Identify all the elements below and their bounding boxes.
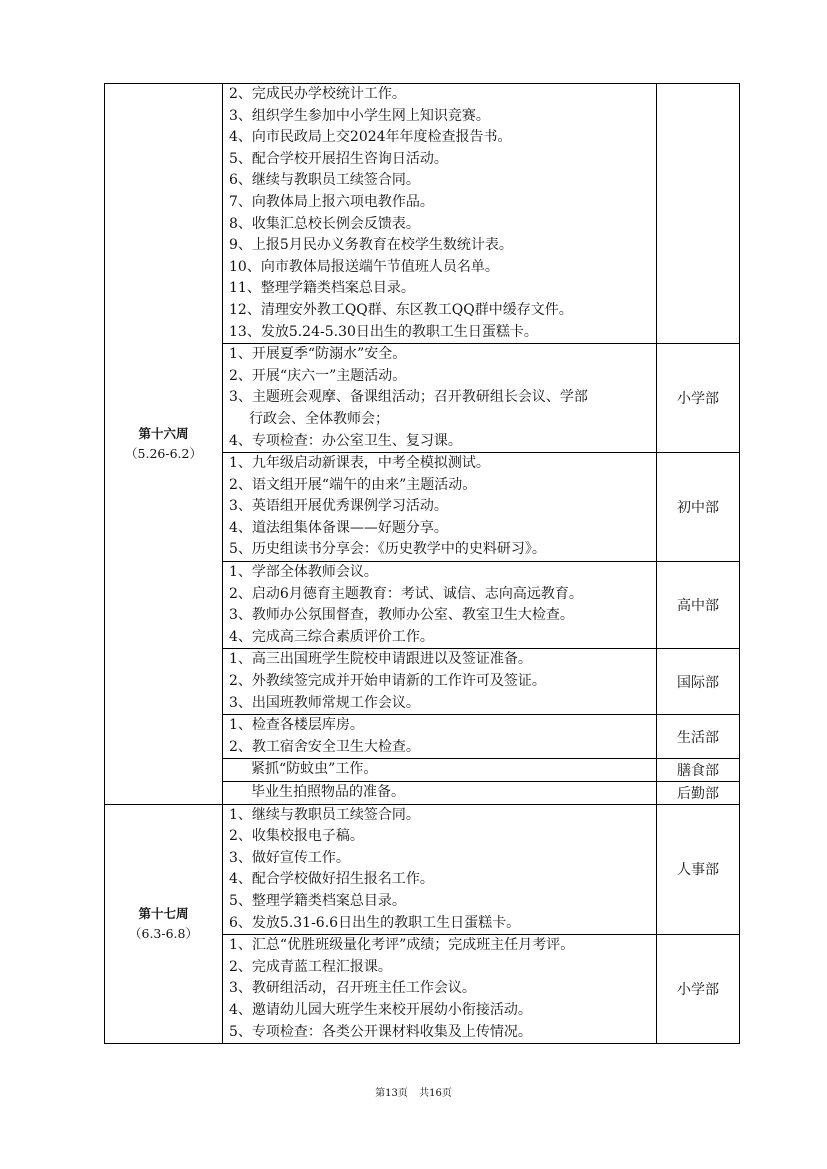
list-item: 5、配合学校开展招生咨询日活动。 [229, 150, 448, 167]
list-item: 2、启动6月德育主题教育：考试、诚信、志向高远教育。 [229, 585, 583, 602]
week-range: （6.3-6.8） [129, 925, 198, 941]
week-cell-16 [105, 84, 223, 805]
list-item: 4、完成高三综合素质评价工作。 [229, 628, 434, 645]
list-item: 10、向市教体局报送端午节值班人员名单。 [229, 258, 499, 275]
list-item: 2、外教续签完成并开始申请新的工作许可及签证。 [229, 673, 546, 690]
list-item: 4、专项检查：办公室卫生、复习课。 [229, 432, 462, 449]
list-item: 紧抓“防蚊虫”工作。 [251, 761, 378, 778]
list-item: 3、做好宣传工作。 [229, 849, 350, 866]
list-item: 2、语文组开展“端午的由来”主题活动。 [229, 476, 477, 493]
list-item: 11、整理学籍类档案总目录。 [229, 280, 415, 297]
list-item: 6、发放5.31-6.6日出生的教职工生日蛋糕卡。 [229, 914, 521, 931]
list-item: 1、继续与教职员工续签合同。 [229, 806, 420, 823]
items-cell [223, 715, 657, 759]
week-name: 第十六周 [138, 425, 189, 441]
list-item: 7、向教体局上报六项电教作品。 [229, 193, 434, 210]
dept-cell: 小学部 [657, 935, 740, 1044]
dept-cell: 膳食部 [657, 759, 740, 782]
dept-cell: 国际部 [657, 649, 740, 715]
dept-cell: 初中部 [657, 453, 740, 562]
list-item: 1、学部全体教师会议。 [229, 564, 378, 581]
list-item: 4、配合学校做好招生报名工作。 [229, 871, 434, 888]
items-cell [223, 804, 657, 935]
dept-cell: 小学部 [657, 344, 740, 453]
items-cell [223, 562, 657, 649]
schedule-table [104, 83, 740, 1044]
week-range: （5.26-6.2） [125, 445, 202, 461]
dept-cell: 人事部 [657, 804, 740, 935]
list-item: 2、开展“庆六一”主题活动。 [229, 367, 407, 384]
list-item: 9、上报5月民办义务教育在校学生数统计表。 [229, 237, 513, 254]
list-item: 13、发放5.24-5.30日出生的教职工生日蛋糕卡。 [229, 323, 538, 340]
list-item: 3、组织学生参加中小学生网上知识竞赛。 [229, 107, 490, 124]
list-item: 12、清理安外教工QQ群、东区教工QQ群中缓存文件。 [229, 301, 573, 318]
page-footer [0, 1084, 827, 1099]
list-item: 3、教研组活动，召开班主任工作会议。 [229, 980, 476, 997]
dept-cell: 生活部 [657, 715, 740, 759]
table-row [105, 84, 740, 344]
list-item: 4、向市民政局上交2024年年度检查报告书。 [229, 129, 512, 146]
list-item: 4、邀请幼儿园大班学生来校开展幼小衔接活动。 [229, 1001, 532, 1018]
list-item: 毕业生拍照物品的准备。 [251, 784, 405, 800]
list-item: 2、完成青蓝工程汇报课。 [229, 958, 392, 975]
list-item: 1、检查各楼层库房。 [229, 717, 364, 734]
items-cell [223, 759, 657, 782]
list-item: 6、继续与教职员工续签合同。 [229, 172, 420, 189]
dept-cell: 后勤部 [657, 782, 740, 805]
list-item: 5、历史组读书分享会：《历史教学中的史料研习》。 [229, 541, 546, 558]
list-item: 3、出国班教师常规工作会议。 [229, 694, 420, 711]
items-cell [223, 344, 657, 453]
dept-cell: 高中部 [657, 562, 740, 649]
list-item: 1、汇总“优胜班级量化考评”成绩；完成班主任月考评。 [229, 937, 575, 954]
list-item: 3、英语组开展优秀课例学习活动。 [229, 498, 448, 515]
list-item: 3、主题班会观摩、备课组活动；召开教研组长会议、学部 [229, 389, 588, 406]
list-item: 1、高三出国班学生院校申请跟进以及签证准备。 [229, 651, 532, 668]
items-cell [223, 935, 657, 1044]
list-item: 1、九年级启动新课表，中考全模拟测试。 [229, 455, 490, 472]
items-cell [223, 84, 657, 344]
list-item: 4、道法组集体备课——好题分享。 [229, 519, 448, 536]
list-item: 2、教工宿舍安全卫生大检查。 [229, 738, 420, 755]
list-item: 8、收集汇总校长例会反馈表。 [229, 215, 420, 232]
list-item: 1、开展夏季“防溺水”安全。 [229, 346, 407, 363]
table-row [105, 804, 740, 935]
list-item: 5、专项检查：各类公开课材料收集及上传情况。 [229, 1023, 532, 1040]
list-item: 2、完成民办学校统计工作。 [229, 86, 406, 102]
page-number: 第13页 [375, 1088, 408, 1099]
week-name: 第十七周 [138, 905, 189, 921]
items-cell [223, 782, 657, 805]
week-cell-17 [105, 804, 223, 1044]
dept-cell [657, 84, 740, 344]
list-item: 5、整理学籍类档案总目录。 [229, 892, 406, 909]
list-item: 行政会、全体教师会； [249, 410, 389, 427]
items-cell [223, 453, 657, 562]
list-item: 3、教师办公氛围督查，教师办公室、教室卫生大检查。 [229, 607, 574, 624]
page-total: 共16页 [419, 1088, 452, 1099]
items-cell [223, 649, 657, 715]
list-item: 2、收集校报电子稿。 [229, 828, 364, 845]
